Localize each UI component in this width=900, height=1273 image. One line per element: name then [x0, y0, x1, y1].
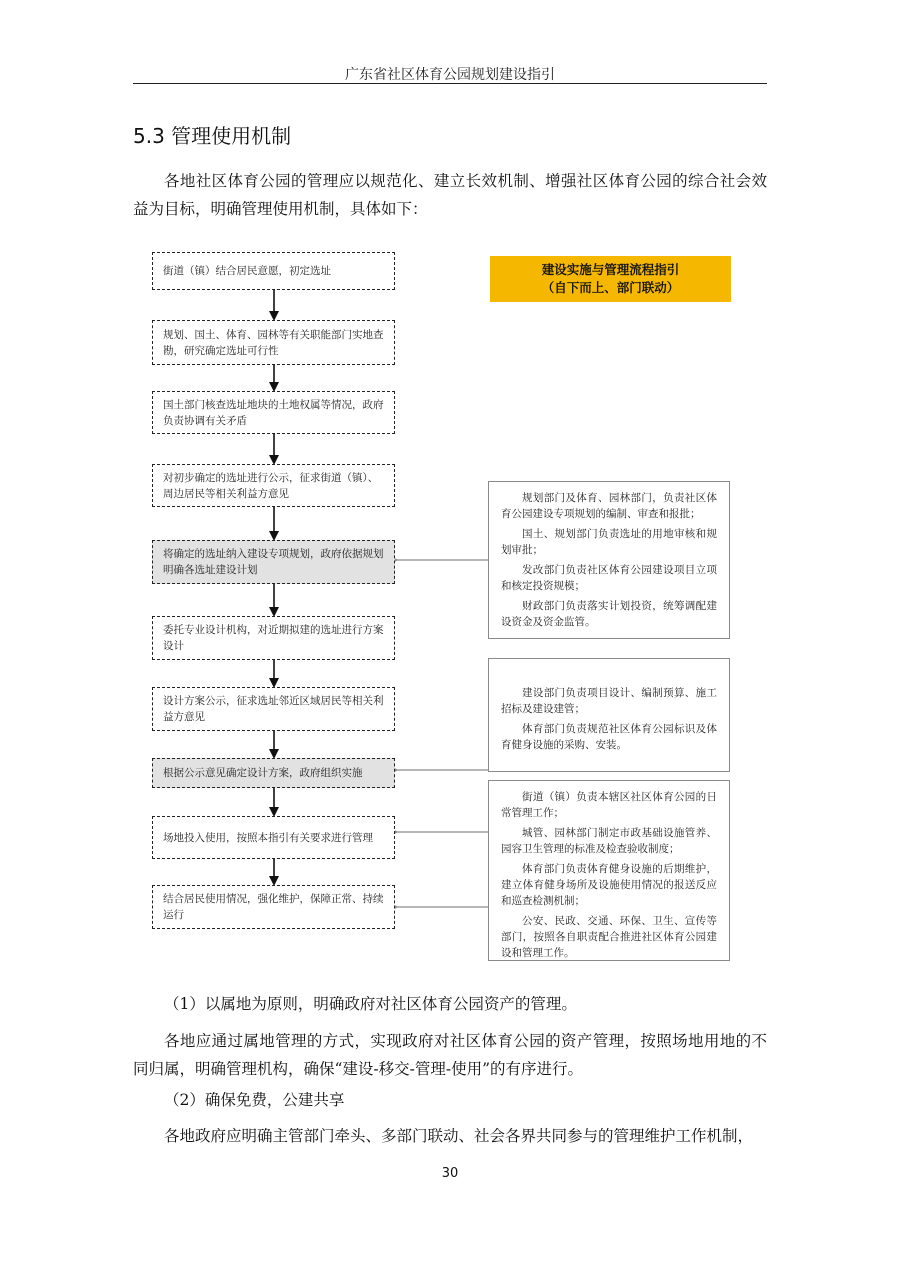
note-text: 体育部门负责体育健身设施的后期维护，建立体育健身场所及设施使用情况的报送反应和巡查检测机制；	[501, 863, 717, 907]
note-text: 街道（镇）负责本辖区社区体育公园的日常管理工作；	[501, 791, 717, 819]
section-title: 5.3 管理使用机制	[133, 124, 292, 148]
note-text: 发改部门负责社区体育公园建设项目立项和核定投资规模；	[501, 564, 717, 592]
note-text: 公安、民政、交通、环保、卫生、宣传等部门，按照各自职责配合推进社区体育公园建设和管理工作。	[501, 915, 717, 959]
note-text: 规划部门及体育、园林部门，负责社区体育公园建设专项规划的编制、审查和报批；	[501, 492, 717, 520]
flow-step-8: 根据公示意见确定设计方案，政府组织实施	[152, 758, 395, 788]
banner-line-2: （自下而上、部门联动）	[541, 280, 680, 295]
flowchart-banner	[490, 256, 731, 302]
note-text: 财政部门负责落实计划投资，统筹调配建设资金及资金监管。	[501, 600, 717, 628]
note-text: 建设部门负责项目设计、编制预算、施工招标及建设建管；	[501, 687, 717, 715]
running-header: 广东省社区体育公园规划建设指引	[345, 67, 555, 83]
intro-paragraph: 各地社区体育公园的管理应以规范化、建立长效机制、增强社区体育公园的综合社会效益为目标，明确管理使用机制，具体如下：	[133, 172, 767, 218]
flow-step-2: 规划、国土、体育、园林等有关职能部门实地查勘，研究确定选址可行性	[152, 320, 395, 365]
flow-step-3: 国土部门核查选址地块的土地权属等情况，政府负责协调有关矛盾	[152, 391, 395, 434]
note-text: 城管、园林部门制定市政基础设施管养、园容卫生管理的标准及检查验收制度；	[501, 827, 717, 855]
note-box-management	[488, 780, 730, 961]
note-text: 国土、规划部门负责选址的用地审核和规划审批；	[501, 528, 717, 556]
flow-step-5: 将确定的选址纳入建设专项规划，政府依据规划明确各选址建设计划	[152, 540, 395, 584]
flow-step-6: 委托专业设计机构，对近期拟建的选址进行方案设计	[152, 616, 395, 660]
note-box-planning	[488, 481, 730, 639]
page-number: 30	[441, 1166, 459, 1181]
item-2-heading: （2）确保免费，公建共享	[164, 1091, 345, 1109]
item-2-paragraph: 各地政府应明确主管部门牵头、多部门联动、社会各界共同参与的管理维护工作机制，	[164, 1127, 754, 1145]
item-1-heading: （1）以属地为原则，明确政府对社区体育公园资产的管理。	[164, 995, 577, 1013]
flow-step-4: 对初步确定的选址进行公示，征求街道（镇）、周边居民等相关利益方意见	[152, 464, 395, 507]
banner-line-1: 建设实施与管理流程指引	[541, 262, 680, 277]
item-1-paragraph: 各地应通过属地管理的方式，实现政府对社区体育公园的资产管理，按照场地用地的不同归属，明确管理机构，确保“建设-移交-管理-使用”的有序进行。	[133, 1032, 767, 1078]
flow-step-1: 街道（镇）结合居民意愿，初定选址	[152, 252, 395, 290]
flow-step-10: 结合居民使用情况，强化维护，保障正常、持续运行	[152, 885, 395, 929]
flow-step-7: 设计方案公示，征求选址邻近区域居民等相关利益方意见	[152, 687, 395, 731]
note-box-construction	[488, 658, 730, 772]
flow-step-9: 场地投入使用，按照本指引有关要求进行管理	[152, 816, 395, 859]
note-text: 体育部门负责规范社区体育公园标识及体育健身设施的采购、安装。	[501, 723, 717, 751]
